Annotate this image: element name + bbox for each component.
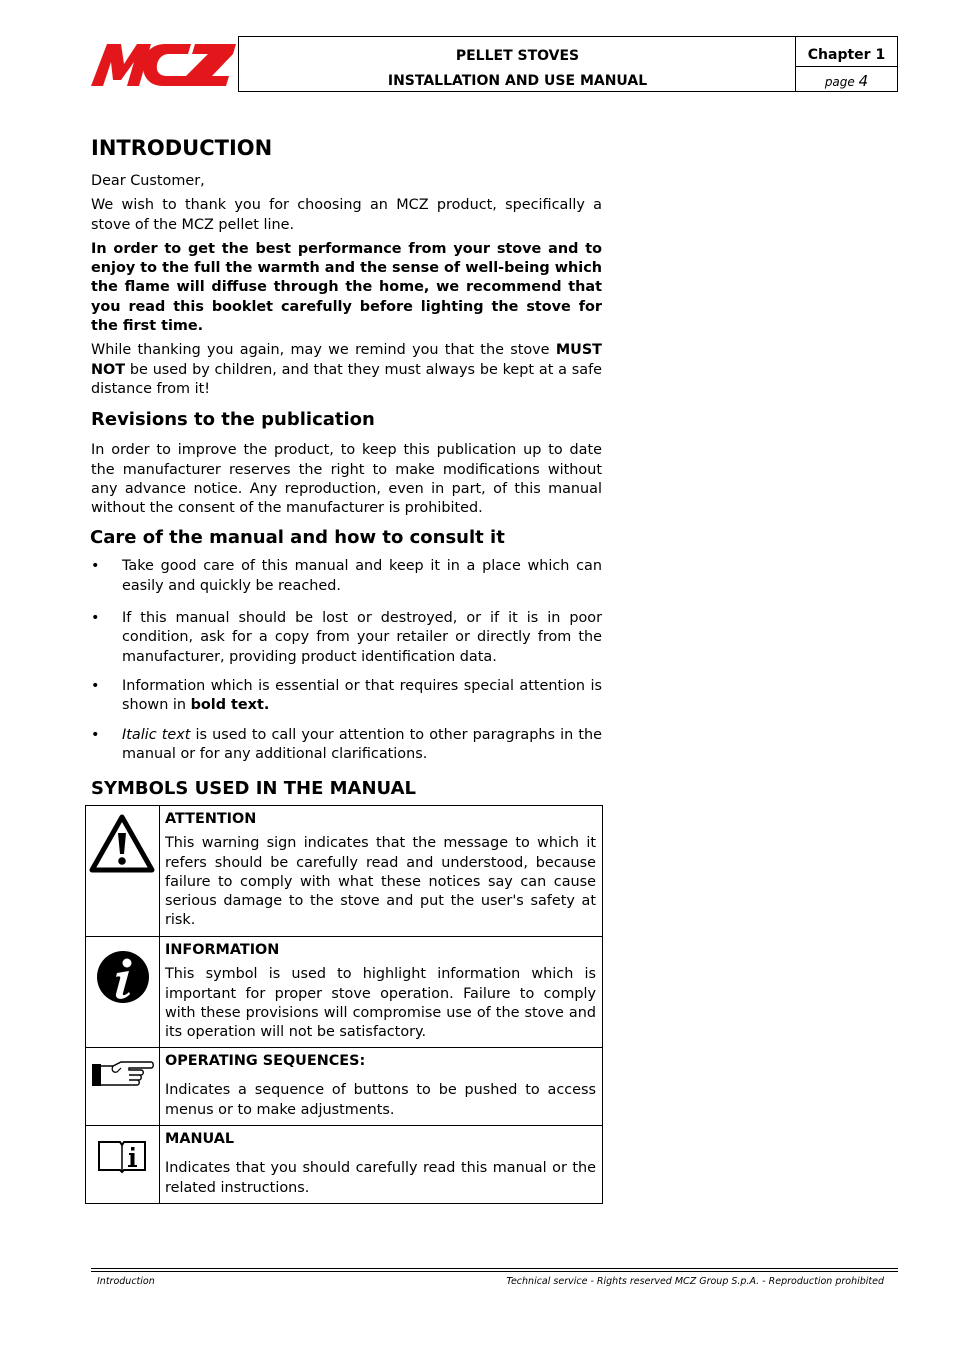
symbol-icon-cell (86, 937, 160, 1048)
list-item (91, 557, 602, 596)
list-item (91, 726, 602, 765)
list-item-text: If this manual should be lost or destroyed, or if it is in poor condition, ask for a copy from your retailer or directly from the manufacturer, providing product identification data. (122, 610, 602, 665)
information-icon (95, 949, 151, 1005)
bullet: • (91, 677, 100, 694)
symbol-description: This symbol is used to highlight information which is important for proper stove operation. Failure to comply with these provisions will compromise use of the stove and its operation will not be satisfactory. (165, 966, 596, 1041)
footer-rights-notice: Technical service - Rights reserved MCZ Group S.p.A. - Reproduction prohibited (506, 1276, 884, 1287)
mcz-logo (91, 42, 236, 88)
care-list (91, 557, 602, 764)
symbol-text-cell (160, 1048, 603, 1126)
table-row (86, 937, 603, 1048)
care-heading: Care of the manual and how to consult it (90, 527, 505, 549)
table-row (86, 1048, 603, 1126)
intro-p3-end: be used by children, and that they must always be kept at a safe distance from it! (91, 361, 602, 397)
list-item-bold: bold text. (190, 697, 270, 714)
symbol-title: INFORMATION (165, 942, 280, 958)
list-item (91, 609, 602, 667)
intro-p3-must-not: MUST NOT (91, 342, 602, 378)
symbol-description: Indicates a sequence of buttons to be pushed to access menus or to make adjustments. (165, 1082, 596, 1118)
intro-paragraph-1: We wish to thank you for choosing an MCZ product, specifically a stove of the MCZ pellet line. (91, 197, 602, 233)
intro-paragraph-2: In order to get the best performance from your stove and to enjoy to the full the warmth and the sense of well-being which the flame will diffuse through the home, we recommend that you read this booklet carefully before lighting the stove for the first time. (91, 240, 602, 335)
symbol-text-cell (160, 1126, 603, 1204)
symbol-text-cell (160, 937, 603, 1048)
symbol-title: MANUAL (165, 1131, 235, 1147)
header-title-cell (239, 37, 796, 91)
list-item-text: Take good care of this manual and keep it in a place which can easily and quickly be reached. (122, 558, 602, 594)
revisions-heading: Revisions to the publication (91, 409, 375, 431)
revisions-paragraph: In order to improve the product, to keep this publication up to date the manufacturer reserves the right to make modifications without any advance notice. Any reproduction, even in part, of this manual without the consent of the manufacturer is prohibited. (91, 442, 602, 517)
symbol-title: OPERATING SEQUENCES: (165, 1053, 366, 1069)
symbols-heading: SYMBOLS USED IN THE MANUAL (91, 778, 417, 800)
header-chapter: Chapter 1 (807, 47, 886, 63)
header-manual-title: INSTALLATION AND USE MANUAL (387, 73, 648, 89)
symbol-icon-cell (86, 1126, 160, 1204)
warning-triangle-icon (89, 814, 155, 874)
list-item-text: is used to call your attention to other paragraphs in the manual or for any additional clarifications. (122, 726, 602, 762)
manual-book-icon (96, 1138, 148, 1174)
symbol-description: Indicates that you should carefully read this manual or the related instructions. (165, 1160, 596, 1196)
header-box (238, 36, 898, 92)
page-title: INTRODUCTION (91, 136, 273, 160)
symbol-icon-cell (86, 806, 160, 937)
list-item-italic: Italic text (122, 726, 191, 743)
symbol-description: This warning sign indicates that the message to which it refers should be carefully read and understood, because failure to comply with what these notices say can cause serious damage to the stove and put the user's safety at risk. (165, 835, 596, 929)
pointing-hand-icon (91, 1060, 155, 1094)
footer-section-name: Introduction (97, 1276, 155, 1287)
footer-rule (91, 1271, 898, 1272)
list-item-text: Information which is essential or that requires special attention is shown in (122, 677, 602, 714)
header-page-number: 4 (858, 72, 869, 90)
header-page-cell (796, 67, 897, 91)
header-page-label: page (824, 75, 855, 89)
bullet: • (91, 558, 100, 575)
footer-rule (91, 1268, 898, 1269)
intro-p3-start: While thanking you again, may we remind you that the stove (91, 342, 556, 359)
intro-paragraph-3 (91, 341, 602, 399)
symbol-title: ATTENTION (165, 811, 257, 827)
list-item (91, 677, 602, 716)
symbol-text-cell (160, 806, 603, 937)
table-row (86, 806, 603, 937)
symbol-icon-cell (86, 1048, 160, 1126)
table-row (86, 1126, 603, 1204)
greeting: Dear Customer, (91, 173, 205, 189)
bullet: • (91, 726, 100, 743)
bullet: • (91, 610, 100, 627)
symbols-table (85, 805, 603, 1204)
header-chapter-cell (796, 37, 897, 67)
header-product: PELLET STOVES (455, 48, 580, 64)
main-column (91, 134, 602, 801)
